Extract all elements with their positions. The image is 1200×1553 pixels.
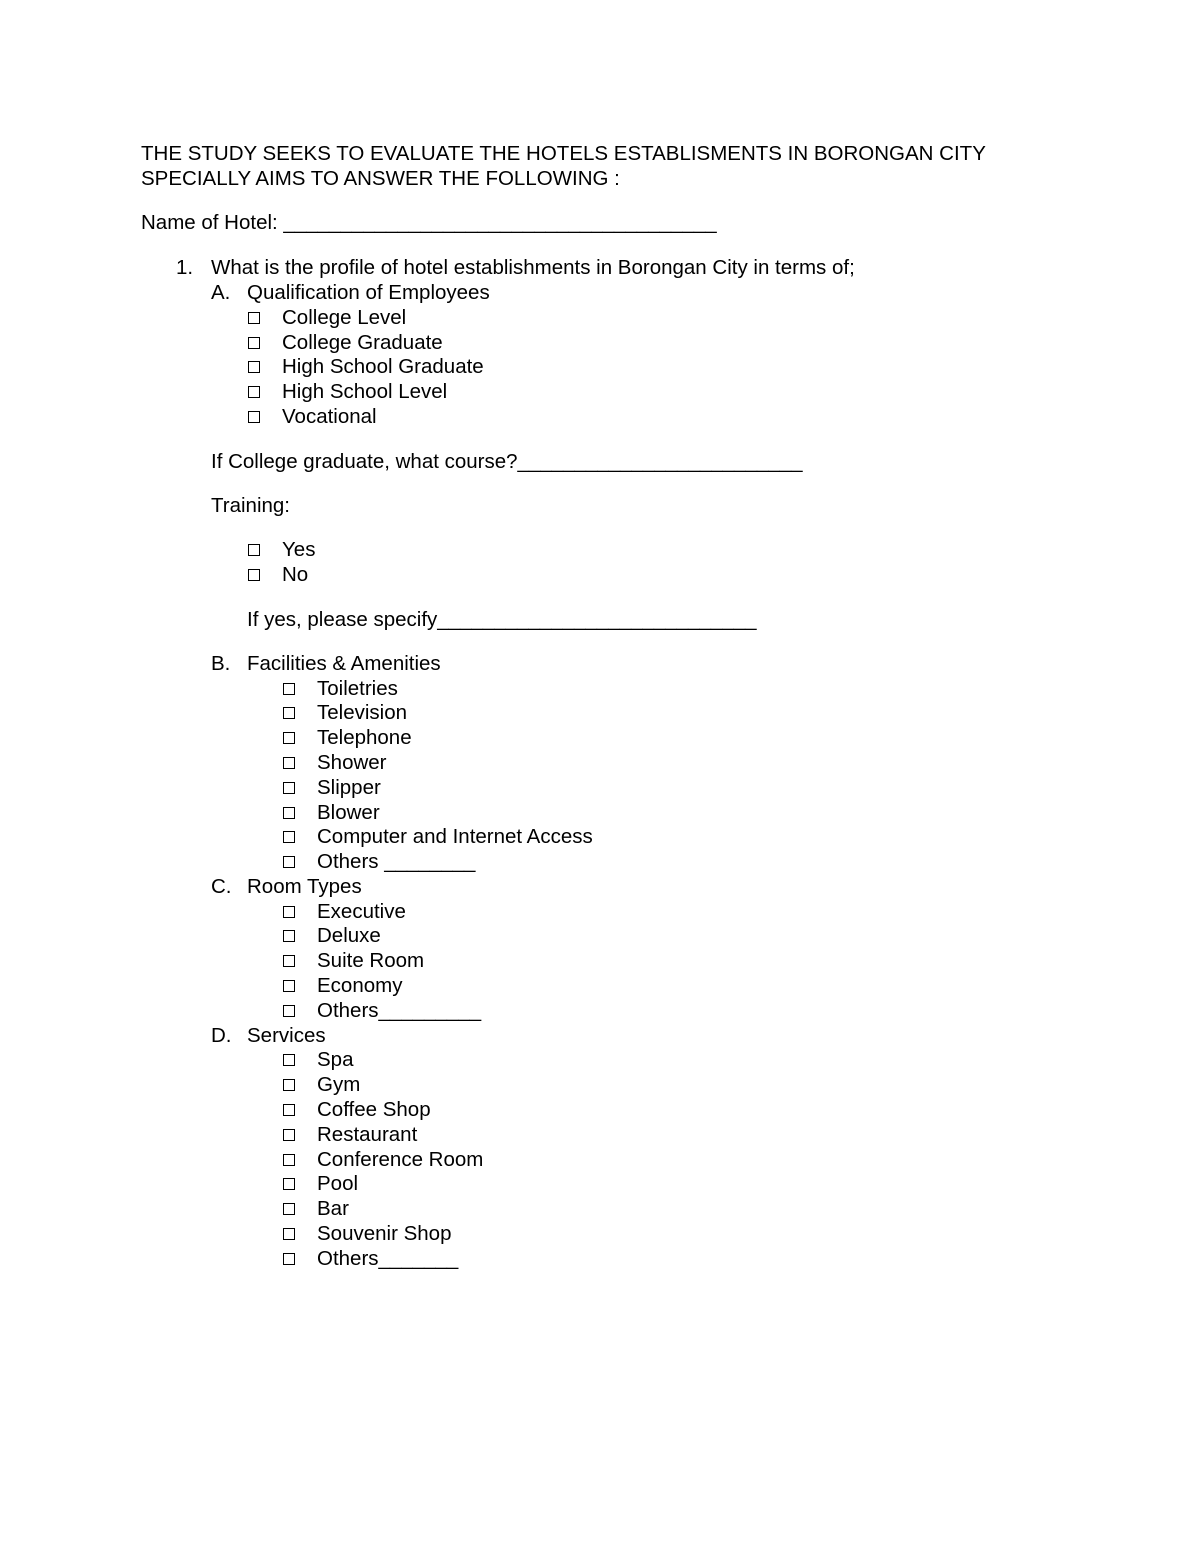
option-label: Telephone bbox=[317, 726, 412, 749]
checkbox[interactable] bbox=[283, 1079, 295, 1091]
option-label: Pool bbox=[317, 1172, 359, 1195]
option-label: Executive bbox=[317, 900, 406, 923]
option-label: High School Level bbox=[282, 380, 448, 403]
option-label: Blower bbox=[317, 801, 380, 824]
checkbox[interactable] bbox=[283, 782, 295, 794]
option-label: Suite Room bbox=[317, 949, 425, 972]
question-number: 1. bbox=[176, 256, 194, 279]
section-d-title: Services bbox=[247, 1024, 326, 1047]
option-label: Slipper bbox=[317, 776, 381, 799]
option-label: Computer and Internet Access bbox=[317, 825, 593, 848]
section-c-letter: C. bbox=[211, 875, 232, 898]
option-label: No bbox=[282, 563, 309, 586]
checkbox[interactable] bbox=[283, 1253, 295, 1265]
checkbox[interactable] bbox=[283, 732, 295, 744]
checkbox[interactable] bbox=[248, 386, 260, 398]
option-label: Coffee Shop bbox=[317, 1098, 431, 1121]
checkbox[interactable] bbox=[283, 1203, 295, 1215]
section-a-letter: A. bbox=[211, 281, 231, 304]
option-label: Conference Room bbox=[317, 1148, 484, 1171]
checkbox[interactable] bbox=[283, 831, 295, 843]
checkbox[interactable] bbox=[283, 980, 295, 992]
checkbox[interactable] bbox=[283, 1054, 295, 1066]
checkbox[interactable] bbox=[283, 807, 295, 819]
option-label: Gym bbox=[317, 1073, 361, 1096]
college-course-field[interactable]: If College graduate, what course?_________________________ bbox=[211, 450, 803, 473]
question-text: What is the profile of hotel establishments in Borongan City in terms of; bbox=[211, 256, 855, 279]
option-label: High School Graduate bbox=[282, 355, 484, 378]
checkbox[interactable] bbox=[283, 757, 295, 769]
option-label: College Level bbox=[282, 306, 407, 329]
checkbox[interactable] bbox=[283, 930, 295, 942]
section-b-title: Facilities & Amenities bbox=[247, 652, 441, 675]
checkbox[interactable] bbox=[283, 707, 295, 719]
option-label: College Graduate bbox=[282, 331, 443, 354]
checkbox[interactable] bbox=[283, 856, 295, 868]
checkbox[interactable] bbox=[283, 1129, 295, 1141]
header-line-2: SPECIALLY AIMS TO ANSWER THE FOLLOWING : bbox=[141, 167, 620, 190]
header-line-1: THE STUDY SEEKS TO EVALUATE THE HOTELS ESTABLISMENTS IN BORONGAN CITY bbox=[141, 142, 986, 165]
checkbox[interactable] bbox=[248, 544, 260, 556]
checkbox[interactable] bbox=[283, 1178, 295, 1190]
checkbox[interactable] bbox=[283, 683, 295, 695]
option-label: Restaurant bbox=[317, 1123, 418, 1146]
hotel-name-field[interactable]: Name of Hotel: ______________________________________ bbox=[141, 211, 717, 234]
option-label: Toiletries bbox=[317, 677, 398, 700]
option-label: Yes bbox=[282, 538, 316, 561]
checkbox[interactable] bbox=[248, 361, 260, 373]
option-label: Shower bbox=[317, 751, 387, 774]
option-label: Television bbox=[317, 701, 408, 724]
checkbox[interactable] bbox=[283, 1154, 295, 1166]
training-label: Training: bbox=[211, 494, 290, 517]
section-a-title: Qualification of Employees bbox=[247, 281, 490, 304]
section-d-letter: D. bbox=[211, 1024, 232, 1047]
option-label: Bar bbox=[317, 1197, 349, 1220]
checkbox[interactable] bbox=[248, 337, 260, 349]
section-b-letter: B. bbox=[211, 652, 231, 675]
option-label: Economy bbox=[317, 974, 403, 997]
option-label: Others_________ bbox=[317, 999, 482, 1022]
option-label: Spa bbox=[317, 1048, 354, 1071]
checkbox[interactable] bbox=[283, 906, 295, 918]
checkbox[interactable] bbox=[283, 1005, 295, 1017]
checkbox[interactable] bbox=[283, 1104, 295, 1116]
checkbox[interactable] bbox=[248, 569, 260, 581]
checkbox[interactable] bbox=[248, 312, 260, 324]
checkbox[interactable] bbox=[283, 1228, 295, 1240]
training-specify-field[interactable]: If yes, please specify____________________________ bbox=[247, 608, 757, 631]
option-label: Deluxe bbox=[317, 924, 381, 947]
checkbox[interactable] bbox=[248, 411, 260, 423]
option-label: Souvenir Shop bbox=[317, 1222, 452, 1245]
option-label: Others_______ bbox=[317, 1247, 459, 1270]
section-c-title: Room Types bbox=[247, 875, 362, 898]
checkbox[interactable] bbox=[283, 955, 295, 967]
option-label: Others ________ bbox=[317, 850, 476, 873]
option-label: Vocational bbox=[282, 405, 377, 428]
